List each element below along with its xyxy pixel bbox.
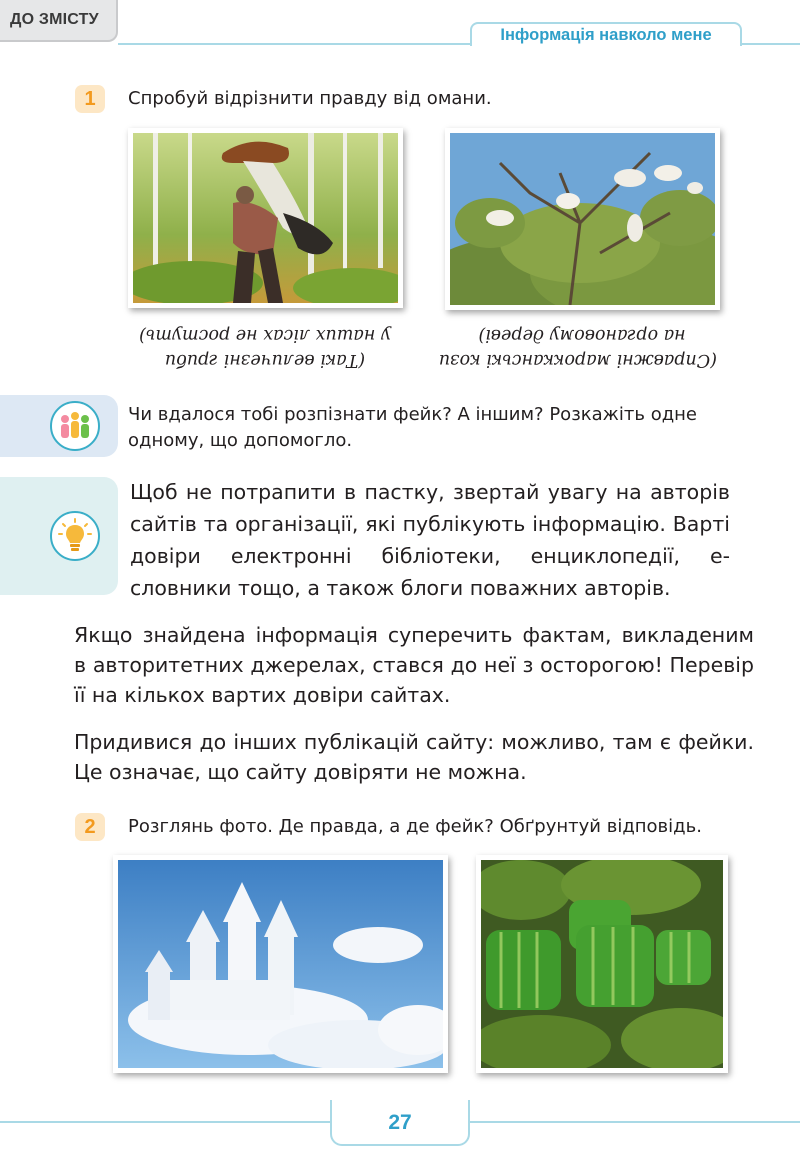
task-number-2: 2 [75, 813, 105, 841]
photo-goats-on-tree [445, 128, 720, 310]
caption-goats [438, 322, 717, 372]
photo-giant-mushroom [128, 128, 403, 308]
discussion-text: Чи вдалося тобі розпізнати фейк? А іншим? Розкажіть одне одному, що допомогло. [128, 404, 697, 451]
lightbulb-icon [50, 511, 100, 561]
toc-link[interactable]: ДО ЗМІСТУ [0, 0, 118, 42]
cloud-castle-illustration [118, 860, 443, 1068]
goats-tree-illustration [450, 133, 715, 305]
group-people-icon [50, 401, 100, 451]
caption-mushroom-line2: у наших лісах не ростуть) [138, 325, 392, 345]
caption-goats-line2: на органовому дереві) [478, 325, 686, 345]
section-title: Інформація навколо мене [470, 22, 742, 46]
paragraph-other-publications: Придивися до інших публікацій сайту: можливо, там є фейки. Це означає, що сайту довіряти не можна. [74, 730, 754, 784]
task-1-text: Спробуй відрізнити правду від омани. [128, 88, 492, 109]
photo-square-watermelons [476, 855, 728, 1073]
paragraph-check-sources: Якщо знайдена інформація суперечить фактам, викладеним в авторитетних джерелах, стався до неї з осторогою! Перевір її на кількох вартих довіри сайтах. [74, 623, 754, 707]
mushroom-illustration [133, 133, 398, 303]
caption-goats-line1: (Справжні марокканські кози [438, 350, 717, 370]
caption-mushroom-line1: (Такі величезні гриби [164, 350, 366, 370]
square-watermelons-illustration [481, 860, 723, 1068]
photo-cloud-castle [113, 855, 448, 1073]
tip-text: Щоб не потрапити в пастку, звертай увагу на авторів сайтів та організації, які публікують інформацію. Варті довіри електронні бібліотеки, енциклопедії, е-словники тощо, а також блоги поважних авторів. [130, 480, 730, 600]
task-2-text: Розглянь фото. Де правда, а де фейк? Обґрунтуй відповідь. [128, 816, 702, 837]
caption-mushroom [130, 322, 400, 372]
task-number-1: 1 [75, 85, 105, 113]
page-number: 27 [330, 1100, 470, 1146]
